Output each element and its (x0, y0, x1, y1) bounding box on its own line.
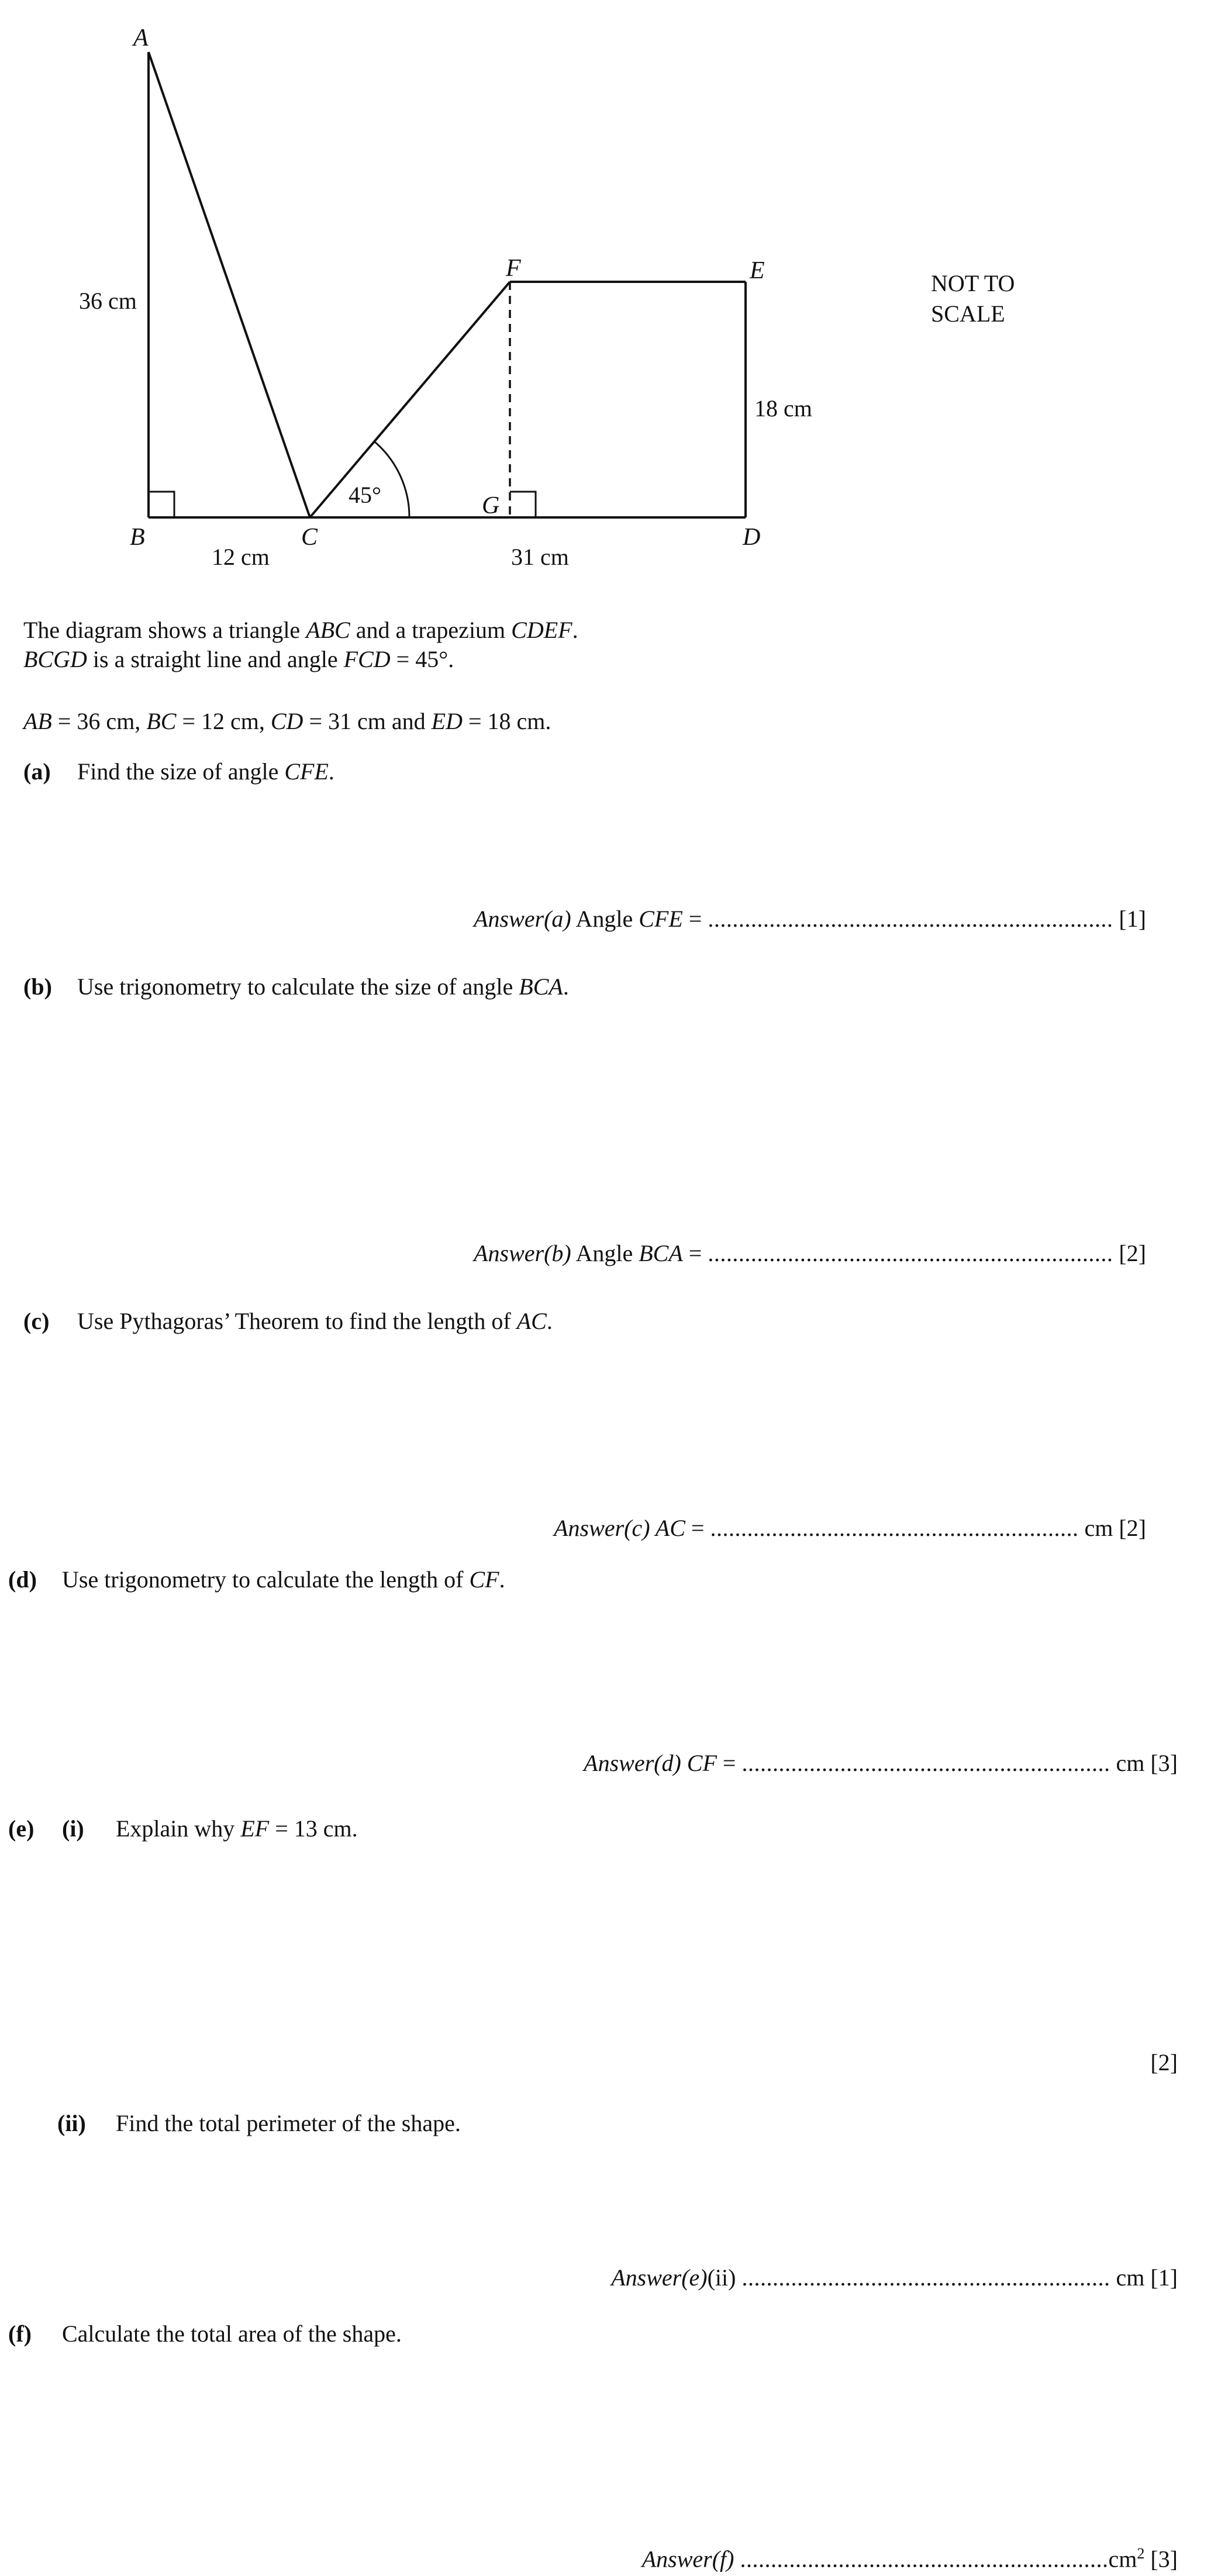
question-label: (b) (23, 973, 52, 1000)
intro-line-2 (23, 644, 454, 675)
question-text: Explain why (116, 1815, 241, 1842)
measure-angle: 45° (349, 482, 381, 508)
question-b (23, 972, 569, 1002)
answer-label: Answer(b) (474, 1240, 571, 1266)
question-text: . (546, 1308, 553, 1334)
intro-var: CDEF (511, 617, 572, 643)
answer-text: (ii) (707, 2264, 736, 2291)
intro-line-3 (23, 706, 551, 737)
question-text: Find the size of angle (77, 758, 285, 785)
question-text: = 13 cm. (269, 1815, 358, 1842)
answer-unit: cm (1078, 1515, 1119, 1541)
answer-unit: cm (1110, 1750, 1151, 1776)
answer-label: Answer(a) (474, 906, 571, 932)
question-text: Use trigonometry to calculate the size of angle (77, 973, 519, 1000)
question-label: (d) (8, 1566, 37, 1593)
question-var: AC (516, 1308, 547, 1334)
right-angle-b (149, 492, 174, 517)
measure-ab: 36 cm (79, 288, 137, 314)
intro-text: The diagram shows a triangle (23, 617, 306, 643)
marks: [3] (1144, 2546, 1178, 2572)
not-to-scale-line2: SCALE (931, 301, 1005, 327)
question-text: . (328, 758, 334, 785)
answer-text: = (685, 1515, 710, 1541)
answer-unit: cm (1110, 2264, 1151, 2291)
answer-a-line[interactable] (474, 904, 1146, 934)
intro-text: is a straight line and angle (87, 646, 344, 672)
subquestion-label: (ii) (57, 2110, 86, 2136)
intro-var: FCD (343, 646, 391, 672)
intro-var: ED (431, 708, 463, 734)
intro-text: = 36 cm, (51, 708, 147, 734)
question-var: BCA (519, 973, 563, 1000)
geometry-diagram (0, 0, 1228, 591)
question-text: Use trigonometry to calculate the length of (62, 1566, 470, 1593)
label-d: D (743, 524, 761, 551)
question-a (23, 757, 334, 787)
answer-text: = (682, 906, 708, 932)
label-a: A (133, 25, 149, 51)
label-c: C (301, 524, 318, 551)
question-text: Calculate the total area of the shape. (62, 2321, 402, 2347)
answer-f-line[interactable] (642, 2539, 1178, 2574)
marks: [2] (1119, 1515, 1146, 1541)
intro-var: AB (23, 708, 52, 734)
marks: [2] (1119, 1240, 1146, 1266)
question-f (8, 2319, 402, 2349)
intro-text: = 45°. (390, 646, 454, 672)
answer-dots[interactable]: .................................................................. (708, 906, 1113, 932)
question-label: (a) (23, 758, 51, 785)
marks: [1] (1119, 906, 1146, 932)
answer-dots[interactable]: ............................................................ (740, 2546, 1109, 2572)
answer-text: Angle (571, 1240, 639, 1266)
intro-text: = 31 cm and (303, 708, 432, 734)
answer-label: Answer(d) CF (584, 1750, 717, 1776)
answer-d-line[interactable] (584, 1748, 1178, 1779)
answer-b-line[interactable] (474, 1238, 1146, 1269)
question-text: . (563, 973, 569, 1000)
label-e: E (750, 257, 765, 284)
answer-dots[interactable]: ............................................................ (741, 1750, 1110, 1776)
answer-label: Answer(f) (641, 2546, 734, 2572)
answer-dots[interactable]: ............................................................ (741, 2264, 1110, 2291)
answer-label: Answer(c) AC (554, 1515, 685, 1541)
line-ac (149, 52, 310, 517)
answer-c-line[interactable] (554, 1513, 1146, 1543)
question-e-ii (57, 2108, 461, 2139)
right-angle-g (510, 492, 536, 517)
answer-unit-exponent: 2 (1137, 2545, 1145, 2562)
line-cf (310, 282, 510, 517)
intro-var: BC (146, 708, 177, 734)
answer-dots[interactable]: .................................................................. (708, 1240, 1113, 1266)
intro-text: . (572, 617, 578, 643)
intro-text: = 18 cm. (462, 708, 551, 734)
subquestion-label: (i) (62, 1815, 84, 1842)
answer-unit: cm (1108, 2546, 1137, 2572)
question-label: (c) (23, 1308, 50, 1334)
measure-ed: 18 cm (754, 395, 812, 422)
question-text: Use Pythagoras’ Theorem to find the length of (77, 1308, 517, 1334)
question-text: . (499, 1566, 505, 1593)
label-b: B (130, 524, 145, 551)
question-label: (e) (8, 1815, 35, 1842)
question-var: EF (240, 1815, 270, 1842)
intro-var: CD (270, 708, 303, 734)
intro-var: BCGD (23, 646, 87, 672)
answer-text: = (716, 1750, 742, 1776)
question-d (8, 1565, 505, 1595)
marks: [2] (1150, 2049, 1178, 2076)
not-to-scale-line1: NOT TO (931, 270, 1015, 296)
intro-line-1 (23, 615, 578, 645)
marks: [3] (1150, 1750, 1178, 1776)
measure-cd: 31 cm (511, 544, 569, 570)
marks: [1] (1150, 2264, 1178, 2291)
question-var: CF (469, 1566, 499, 1593)
intro-text: and a trapezium (350, 617, 512, 643)
answer-text: = (682, 1240, 708, 1266)
answer-dots[interactable]: ............................................................ (710, 1515, 1079, 1541)
marks-e-i (1150, 2047, 1178, 2078)
answer-var: BCA (639, 1240, 683, 1266)
question-c (23, 1306, 553, 1337)
intro-var: ABC (306, 617, 350, 643)
answer-label: Answer(e) (611, 2264, 708, 2291)
answer-e-ii-line[interactable] (611, 2263, 1178, 2293)
answer-text: Angle (571, 906, 639, 932)
measure-bc: 12 cm (212, 544, 270, 570)
answer-var: CFE (639, 906, 683, 932)
label-g: G (482, 492, 500, 519)
question-e-i (8, 1814, 358, 1844)
question-label: (f) (8, 2321, 32, 2347)
question-var: CFE (284, 758, 329, 785)
intro-text: = 12 cm, (176, 708, 271, 734)
question-text: Find the total perimeter of the shape. (116, 2110, 461, 2136)
label-f: F (506, 255, 521, 282)
